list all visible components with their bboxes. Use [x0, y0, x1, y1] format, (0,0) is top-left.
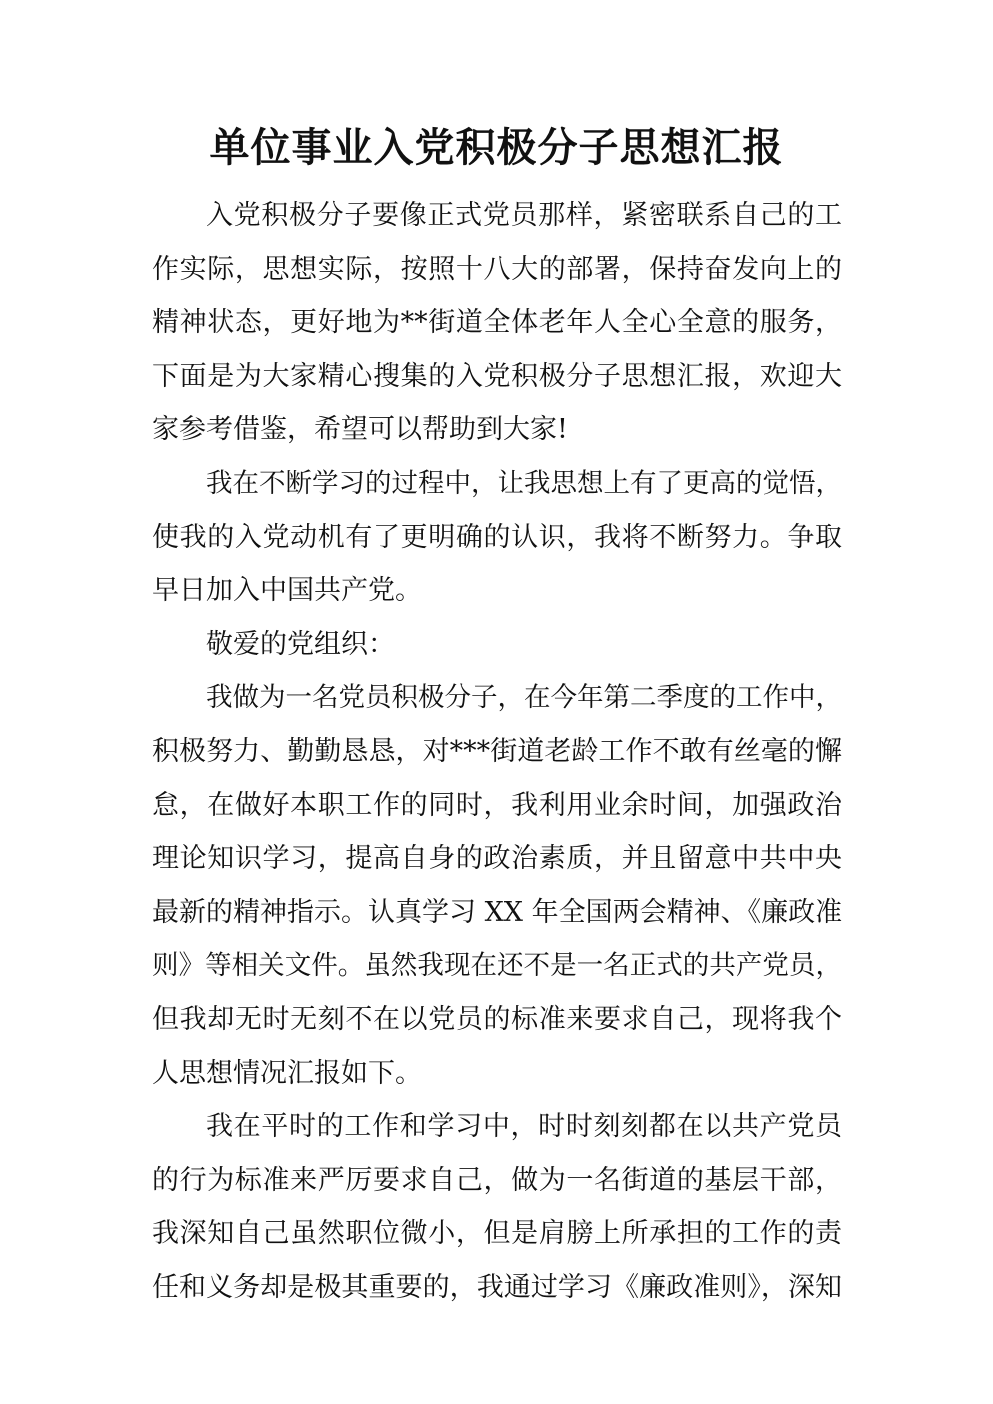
- text-line: 敬爱的党组织：: [206, 628, 395, 660]
- text-line: 任和义务却是极其重要的，我通过学习《廉政准则》，深知: [152, 1271, 842, 1303]
- text-line: 怠，在做好本职工作的同时，我利用业余时间，加强政治: [152, 789, 842, 821]
- text-line: 早日加入中国共产党。: [152, 575, 422, 607]
- text-line: 家参考借鉴，希望可以帮助到大家!: [152, 414, 568, 446]
- text-line: 最新的精神指示。认真学习 XX 年全国两会精神、《廉政准: [152, 896, 843, 928]
- text-line: 使我的入党动机有了更明确的认识，我将不断努力。争取: [152, 521, 842, 553]
- text-line: 我在平时的工作和学习中，时时刻刻都在以共产党员: [206, 1111, 842, 1143]
- text-line: 但我却无时无刻不在以党员的标准来要求自己，现将我个: [152, 1003, 842, 1035]
- document-title: 单位事业入党积极分子思想汇报: [209, 124, 784, 171]
- text-line: 作实际，思想实际，按照十八大的部署，保持奋发向上的: [152, 253, 842, 285]
- text-line: 人思想情况汇报如下。: [152, 1057, 422, 1089]
- text-line: 下面是为大家精心搜集的入党积极分子思想汇报，欢迎大: [152, 360, 842, 392]
- text-line: 我做为一名党员积极分子，在今年第二季度的工作中，: [206, 682, 842, 714]
- text-line: 积极努力、勤勤恳恳，对***街道老龄工作不敢有丝毫的懈: [152, 735, 842, 767]
- text-line: 我在不断学习的过程中，让我思想上有了更高的觉悟，: [206, 467, 842, 499]
- text-line: 精神状态，更好地为**街道全体老年人全心全意的服务，: [152, 307, 842, 339]
- document-body: [152, 189, 842, 1314]
- text-line: 入党积极分子要像正式党员那样，紧密联系自己的工: [206, 200, 842, 231]
- text-line: 我深知自己虽然职位微小，但是肩膀上所承担的工作的责: [152, 1218, 842, 1250]
- text-line: 理论知识学习，提高自身的政治素质，并且留意中共中央: [152, 843, 842, 875]
- text-line: 的行为标准来严厉要求自己，做为一名街道的基层干部，: [152, 1164, 842, 1196]
- text-line: 则》等相关文件。虽然我现在还不是一名正式的共产党员，: [152, 950, 842, 982]
